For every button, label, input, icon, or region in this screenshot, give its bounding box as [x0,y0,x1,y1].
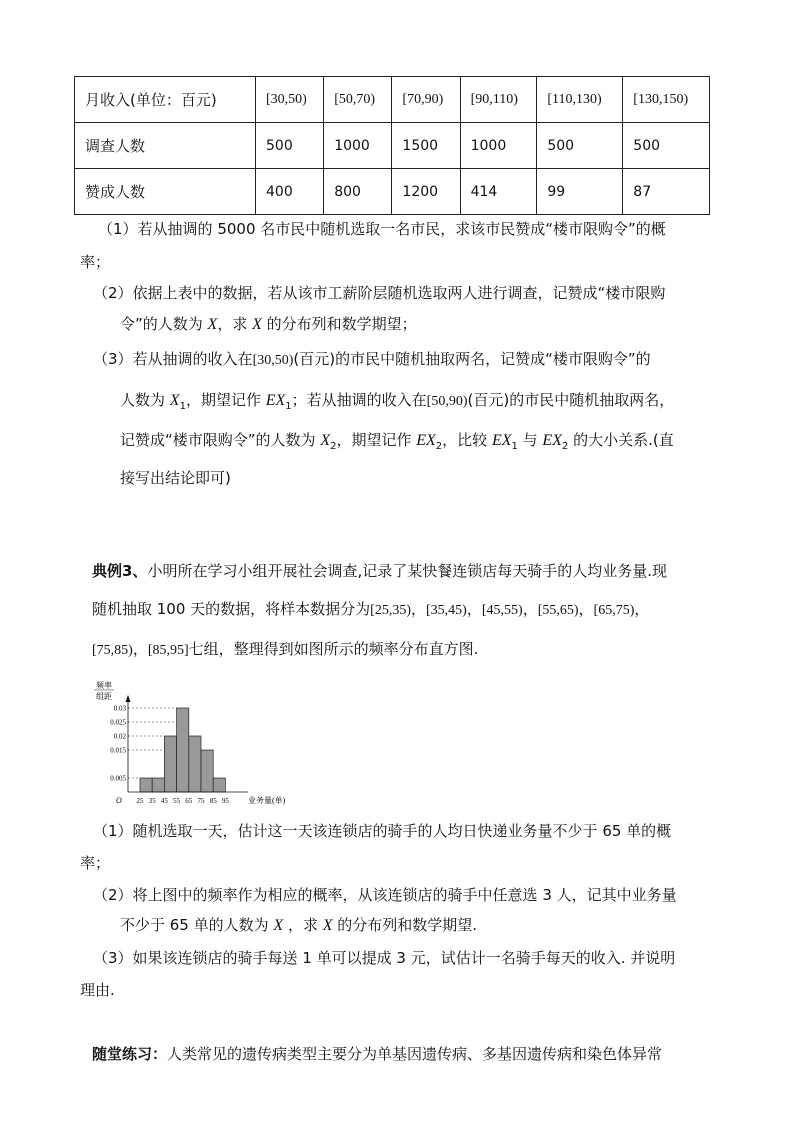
table-header-row [75,77,710,123]
histogram-bar [164,736,176,792]
question-number: （3） [93,350,133,368]
x-tick-label: 95 [221,797,229,805]
histogram-bar [177,708,189,792]
question-1: （1）若从抽调的 5000 名市民中随机选取一名市民，求该市民赞成“楼市限购令”的概 [98,220,666,238]
y-tick-label: 0.03 [113,704,126,713]
question-number: （1） [93,822,133,840]
table-cell: 500 [537,123,623,169]
x-axis-label: 业务量(单) [248,796,286,805]
table-cell: 400 [256,169,324,215]
table-cell: [90,110) [460,77,537,123]
origin-label: O [116,796,122,805]
x-tick-label: 35 [148,797,156,805]
question-number: （1） [98,220,138,238]
ex3-question-1: （1）随机选取一天，估计这一天该连锁店的骑手的人均日快递业务量不少于 65 单的概 [93,822,672,840]
example-3-line3: [75,85)，[85,95]七组，整理得到如图所示的频率分布直方图. [92,640,479,658]
table-cell: 1500 [392,123,460,169]
y-tick-label: 0.025 [110,718,126,727]
table-cell: [70,90) [392,77,460,123]
ex3-question-2-cont: 不少于 65 单的人数为 X ，求 X 的分布列和数学期望. [120,916,478,934]
histogram-bar [213,778,225,792]
question-number: （2） [93,886,133,904]
x-tick-label: 25 [136,797,144,805]
table-cell: 1000 [324,123,392,169]
table-cell: 500 [623,123,710,169]
table-cell: 调查人数 [75,123,256,169]
y-tick-label: 0.015 [110,746,126,755]
histogram-bar [152,778,164,792]
table-cell: [130,150) [623,77,710,123]
ex3-question-3-cont: 理由. [80,981,115,999]
table-cell: 赞成人数 [75,169,256,215]
practice-line: 随堂练习：人类常见的遗传病类型主要分为单基因遗传病、多基因遗传病和染色体异常 [92,1045,663,1063]
y-axis-label-top: 频率 [96,681,112,690]
question-number: （2） [93,284,133,302]
table-cell: 1200 [392,169,460,215]
question-3-line4: 接写出结论即可) [120,469,231,487]
question-3: （3）若从抽调的收入在[30,50)(百元)的市民中随机抽取两名，记赞成“楼市限购令”的 [93,350,651,368]
ex3-question-2: （2）将上图中的频率作为相应的概率，从该连锁店的骑手中任意选 3 人，记其中业务量 [93,886,677,904]
example-3-line2: 随机抽取 100 天的数据，将样本数据分为[25,35)，[35,45)，[45,55)，[55,65)，[65,75)， [92,600,650,618]
table-cell: 月收入(单位：百元) [75,77,256,123]
x-tick-label: 45 [160,797,168,805]
table-cell: 800 [324,169,392,215]
table-cell: [30,50) [256,77,324,123]
table-cell: 99 [537,169,623,215]
ex3-question-3: （3）如果该连锁店的骑手每送 1 单可以提成 3 元，试估计一名骑手每天的收入. 并说明 [93,949,676,967]
x-tick-label: 85 [209,797,217,805]
frequency-histogram [88,676,303,808]
question-2: （2）依据上表中的数据，若从该市工薪阶层随机选取两人进行调查，记赞成“楼市限购 [93,284,666,302]
x-tick-label: 55 [173,797,181,805]
question-3-line2: 人数为 $X_1$，期望记作 $EX_1$；若从抽调的收入在[50,90)(百元)的市民中随机抽取两名， [120,391,675,412]
table-cell: [50,70) [324,77,392,123]
table-cell: 1000 [460,123,537,169]
table-cell: 500 [256,123,324,169]
table-row [75,169,710,215]
ex3-question-1-cont: 率； [80,854,111,872]
question-number: （3） [93,949,133,967]
table-cell: 414 [460,169,537,215]
table-cell: 87 [623,169,710,215]
y-axis-arrow [126,695,131,702]
y-tick-label: 0.02 [113,732,126,741]
question-2-cont: 令”的人数为 X，求 X 的分布列和数学期望； [120,315,417,333]
question-3-line3: 记赞成“楼市限购令”的人数为 $X_2$，期望记作 $EX_2$，比较 $EX_1$ 与 $EX_2$ 的大小关系.(直 [120,431,674,452]
example-label: 典例3、 [92,562,148,580]
histogram-bar [201,750,213,792]
table-cell: [110,130) [537,77,623,123]
histogram-bar [189,736,201,792]
example-3-line1: 典例3、小明所在学习小组开展社会调查,记录了某快餐连锁店每天骑手的人均业务量.现 [92,562,667,580]
histogram-bar [140,778,152,792]
x-tick-label: 75 [197,797,205,805]
x-tick-label: 65 [185,797,193,805]
income-table [74,76,710,215]
question-1-cont: 率； [80,253,111,271]
y-axis-label-bottom: 组距 [96,692,112,701]
y-tick-label: 0.005 [110,774,126,783]
table-row [75,123,710,169]
practice-label: 随堂练习： [92,1045,168,1063]
